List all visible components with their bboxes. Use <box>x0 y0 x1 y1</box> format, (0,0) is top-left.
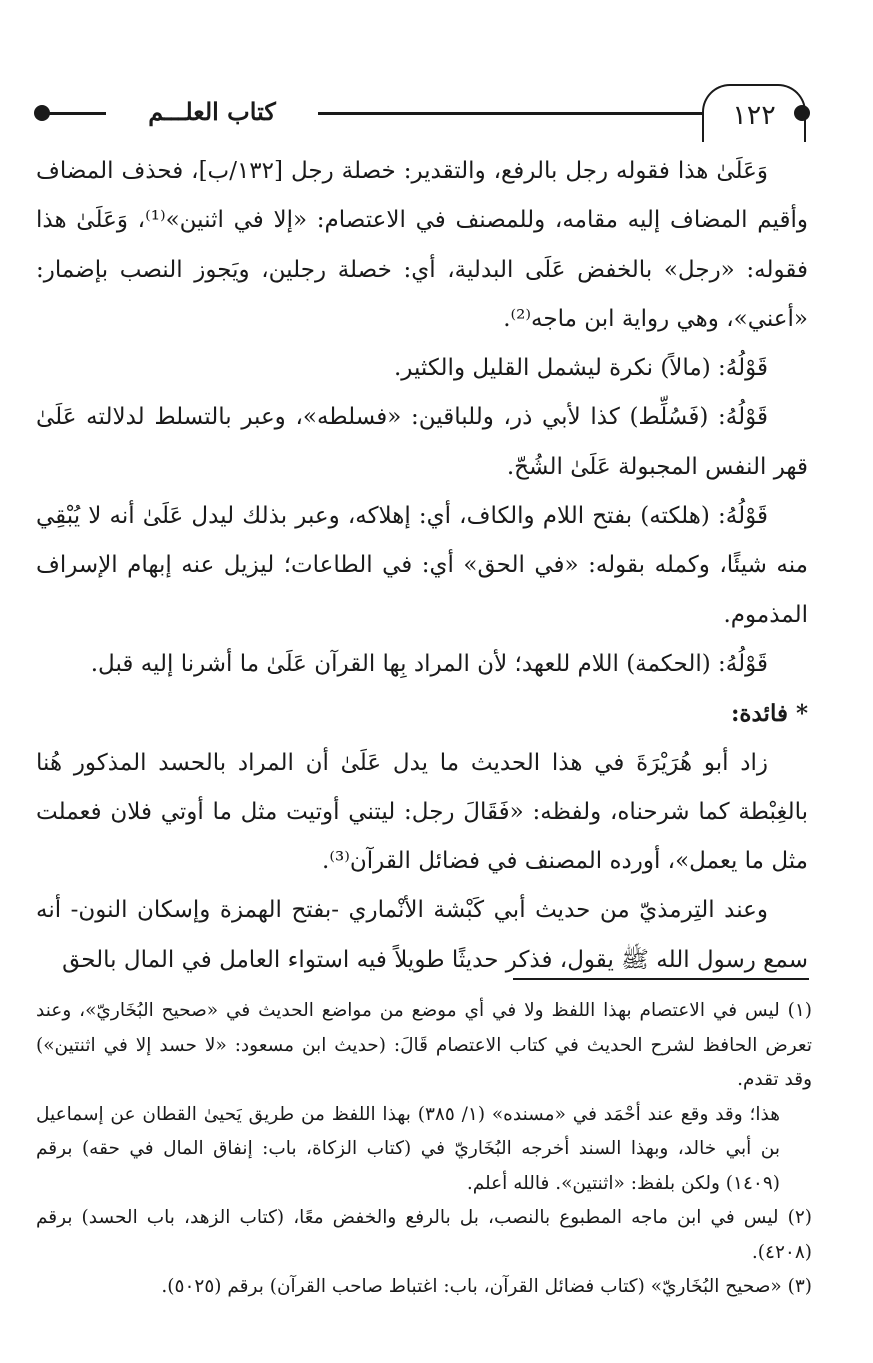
footnote-continuation: هذا؛ وقد وقع عند أحْمَد في «مسنده» (١/ ٣٨٥) بهذا اللفظ من طريق يَحيىٰ القطان عن إسماعيل بن أبي خالد، وبهذا السند أخرجه البُخَاريّ في (كتاب الزكاة، باب: إنفاق المال في حقه) برقم (١٤٠٩) ولكن بلفظ: «اثنتين». فالله أعلم. <box>36 1103 780 1194</box>
paragraph: وعند التِرمذيّ من حديث أبي كَبْشة الأنْماري -بفتح الهمزة وإسكان النون- أنه سمع رسول الله ﷺ يقول، فذكر حديثًا طويلاً فيه استواء العامل في المال بالحق <box>36 897 808 973</box>
header-right-dot <box>794 105 810 121</box>
header-left-rule <box>44 112 106 115</box>
footnote: (١) ليس في الاعتصام بهذا اللفظ ولا في أي موضع من مواضع الحديث في «صحيح البُخَاريّ»، وعند تعرض الحافظ لشرح الحديث في كتاب الاعتصام قَالَ: (حديث ابن مسعود: «لا حسد إلا في اثنتين») وقد تقدم. <box>36 1000 812 1090</box>
footnote: (٢) ليس في ابن ماجه المطبوع بالنصب، بل بالرفع والخفض معًا، (كتاب الزهد، باب الحسد) برقم (٤٢٠٨). <box>36 1207 812 1263</box>
page-number: ١٢٢ <box>732 100 776 131</box>
paragraph: قَوْلُهُ: (فَسُلِّط) كذا لأبي ذر، وللباقين: «فسلطه»، وعبر بالتسلط لدلالته عَلَىٰ قهر النفس المجبولة عَلَىٰ الشُحّ. <box>36 404 808 480</box>
footnote: (٣) «صحيح البُخَاريّ» (كتاب فضائل القرآن، باب: اغتباط صاحب القرآن) برقم (٥٠٢٥). <box>161 1276 812 1297</box>
paragraph: قَوْلُهُ: (هلكته) بفتح اللام والكاف، أي: إهلاكه، وعبر بذلك ليدل عَلَىٰ أنه لا يُبْقِي منه شيئًا، وكمله بقوله: «في الحق» أي: في الطاعات؛ ليزيل عنه إبهام الإسراف المذموم. <box>36 503 808 628</box>
footnotes <box>36 994 812 1305</box>
chapter-title: كتاب العلـــم <box>148 97 276 126</box>
footnote-separator <box>513 978 809 980</box>
paragraph: قَوْلُهُ: (الحكمة) اللام للعهد؛ لأن المراد بِها القرآن عَلَىٰ ما أشرنا إليه قبل. <box>90 650 768 677</box>
running-header <box>30 84 813 144</box>
header-right-rule <box>318 112 728 115</box>
paragraph: وَعَلَىٰ هذا فقوله رجل بالرفع، والتقدير: خصلة رجل [١٣٢/ب]، فحذف المضاف وأقيم المضاف إليه مقامه، وللمصنف في الاعتصام: «إلا في اثنين»⁽¹⁾، وَعَلَىٰ هذا فقوله: «رجل» بالخفض عَلَى البدلية، أي: خصلة رجلين، ويَجوز النصب بإضمار: «أعني»، وهي رواية ابن ماجه⁽²⁾. <box>36 158 808 332</box>
section-heading: * فائدة: <box>730 700 808 728</box>
paragraph: قَوْلُهُ: (مالاً) نكرة ليشمل القليل والكثير. <box>393 355 768 382</box>
paragraph: زاد أبو هُرَيْرَةَ في هذا الحديث ما يدل عَلَىٰ أن المراد بالحسد المذكور هُنا بالغِبْطة كما شرحناه، ولفظه: «فَقَالَ رجل: ليتني أوتيت مثل ما أوتي فلان فعملت مثل ما يعمل»، أورده المصنف في فضائل القرآن⁽³⁾. <box>36 749 808 875</box>
main-text <box>36 147 808 985</box>
